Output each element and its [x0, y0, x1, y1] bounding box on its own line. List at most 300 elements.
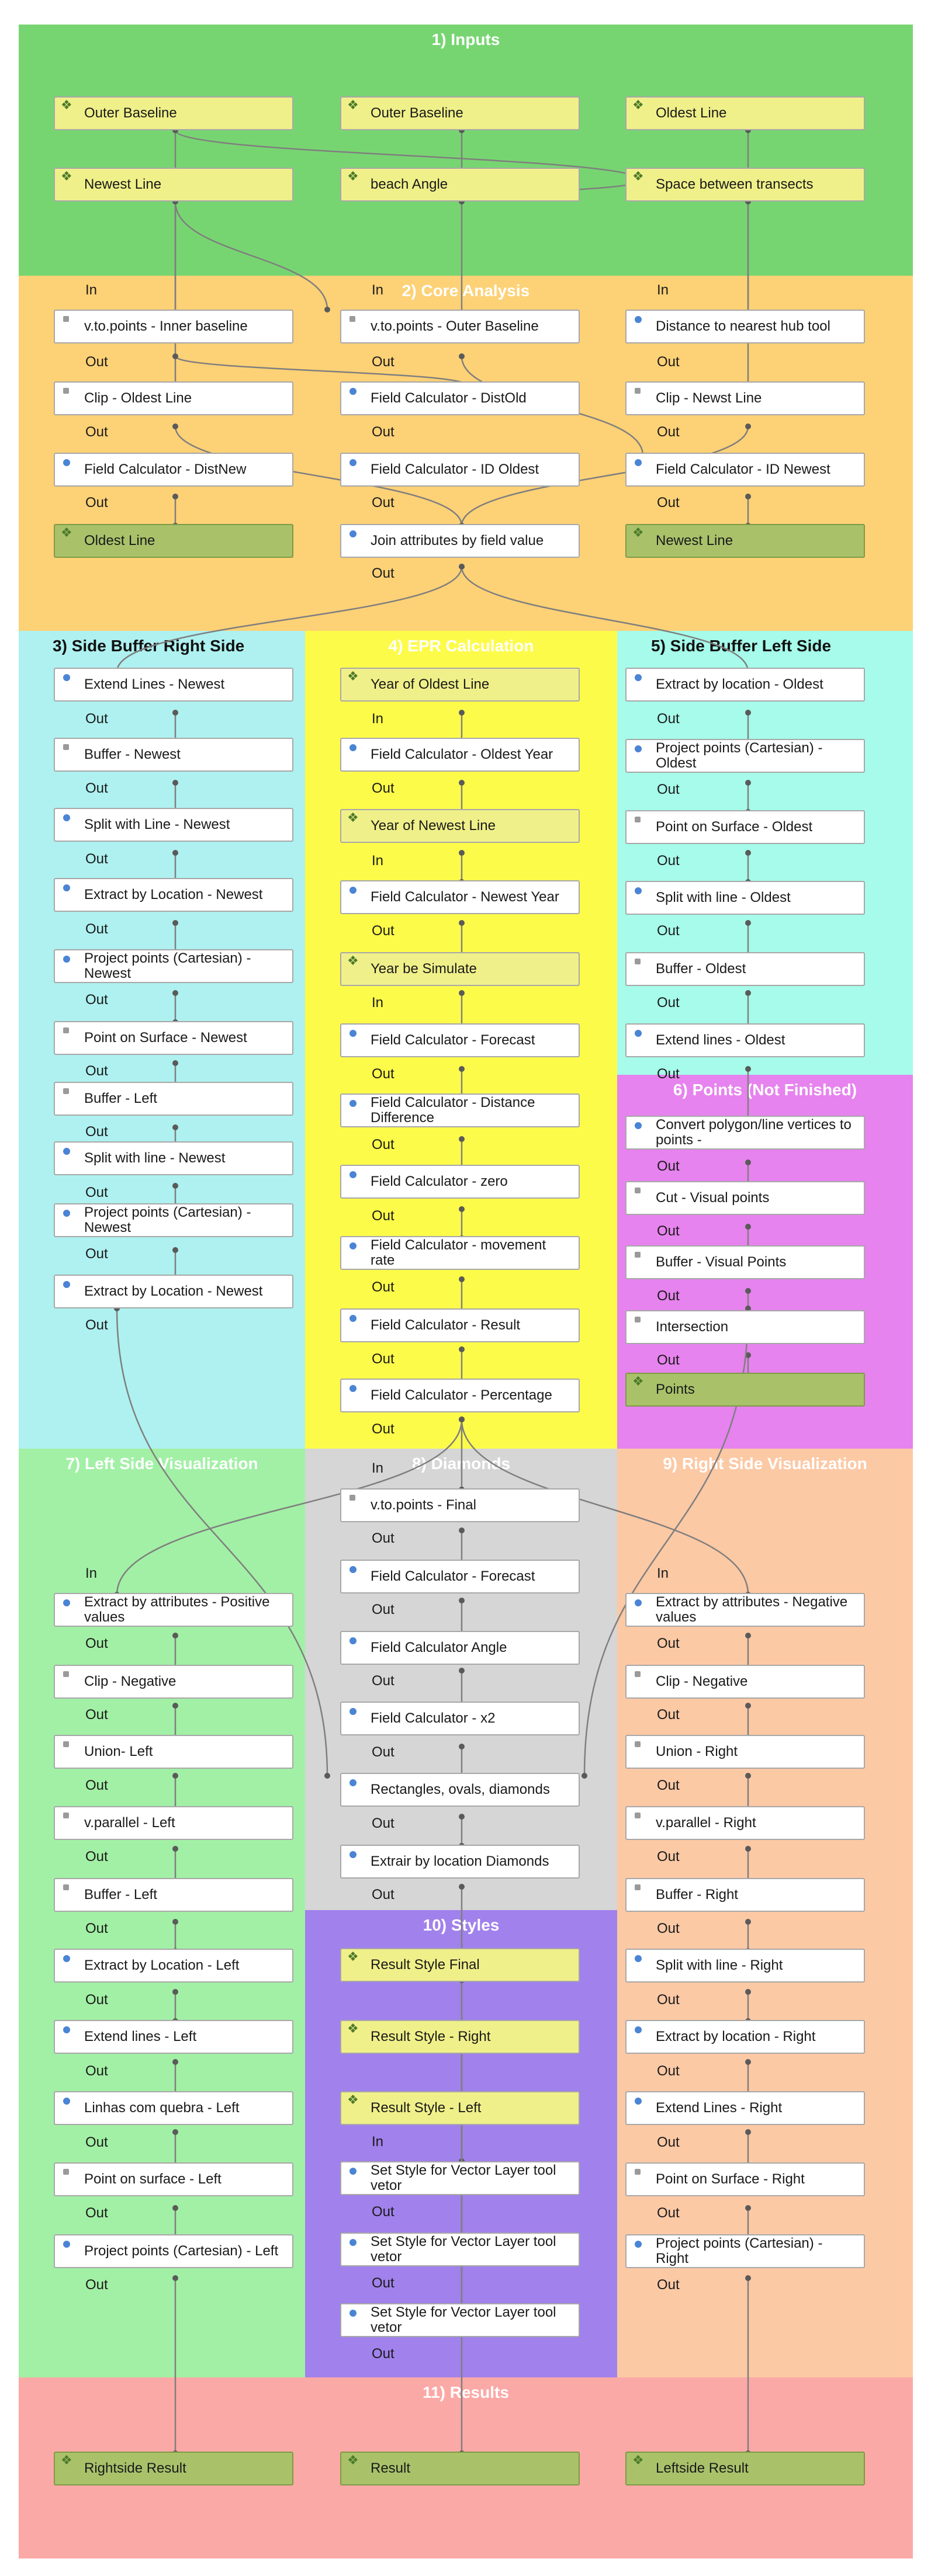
group-title: 11) Results	[423, 2383, 509, 2401]
alg-node[interactable]	[340, 1379, 580, 1412]
alg-node[interactable]	[625, 1023, 865, 1057]
algorithm-icon	[63, 316, 69, 322]
node-label: Extend Lines - Right	[656, 2100, 783, 2116]
node-label: Rightside Result	[84, 2460, 186, 2476]
alg-node[interactable]	[340, 524, 580, 558]
algorithm-icon	[635, 1030, 642, 1037]
port-label: Out	[85, 424, 108, 440]
node-label: Distance to nearest hub tool	[656, 318, 830, 334]
connection-dot	[172, 1633, 178, 1638]
algorithm-icon	[63, 884, 70, 891]
port-label: Out	[372, 1673, 394, 1689]
group-title: 4) EPR Calculation	[388, 637, 534, 655]
connection-dot	[172, 1060, 178, 1066]
alg-node[interactable]	[340, 1236, 580, 1270]
alg-node[interactable]	[54, 2020, 293, 2054]
parameter-icon: ❖	[347, 169, 359, 183]
node-label: Join attributes by field value	[371, 533, 544, 548]
algorithm-icon	[63, 956, 70, 963]
connection-dot	[459, 1884, 465, 1890]
port-label: Out	[372, 354, 394, 370]
port-label: Out	[372, 1530, 394, 1546]
node-label: Buffer - Left	[84, 1091, 157, 1106]
alg-node[interactable]	[340, 453, 580, 487]
port-label: Out	[372, 1208, 394, 1224]
algorithm-icon	[635, 887, 642, 894]
parameter-icon: ❖	[61, 169, 72, 183]
port-label: In	[372, 711, 384, 727]
algorithm-icon	[349, 1495, 355, 1501]
algorithm-icon	[635, 1671, 641, 1677]
port-label: Out	[85, 2277, 108, 2293]
connection-dot	[745, 2059, 751, 2065]
input-node[interactable]	[54, 168, 293, 202]
algorithm-icon	[635, 959, 641, 964]
port-label: Out	[657, 1921, 680, 1936]
node-label: Oldest Line	[84, 533, 155, 548]
input-node[interactable]	[340, 1948, 580, 1982]
port-label: Out	[85, 1246, 108, 1262]
port-label: Out	[657, 495, 680, 511]
port-label: Out	[657, 354, 680, 370]
port-label: Out	[657, 1777, 680, 1793]
connection-line	[175, 202, 327, 310]
connection-dot	[172, 710, 178, 716]
node-label: Set Style for Vector Layer tool vetor	[371, 2234, 556, 2265]
algorithm-icon	[635, 2241, 642, 2248]
node-label: Point on Surface - Oldest	[656, 819, 813, 835]
port-label: Out	[657, 1707, 680, 1723]
connection-dot	[459, 1668, 465, 1674]
port-label: Out	[85, 1124, 108, 1140]
connection-dot	[745, 920, 751, 926]
port-label: Out	[85, 1317, 108, 1333]
input-node[interactable]	[340, 668, 580, 702]
port-label: Out	[372, 1815, 394, 1831]
node-label: Split with line - Right	[656, 1957, 783, 1973]
port-label: Out	[657, 1992, 680, 2008]
alg-node[interactable]	[625, 668, 865, 702]
port-label: Out	[85, 1921, 108, 1936]
port-label: Out	[85, 1992, 108, 2008]
algorithm-icon	[63, 1741, 69, 1747]
node-label: Field Calculator - Forecast	[371, 1568, 535, 1584]
port-label: Out	[657, 923, 680, 939]
input-node[interactable]	[625, 168, 865, 202]
alg-node[interactable]	[54, 2234, 293, 2268]
alg-node[interactable]	[340, 1093, 580, 1127]
parameter-icon: ❖	[632, 98, 644, 112]
algorithm-icon	[349, 316, 355, 322]
alg-node[interactable]	[625, 1665, 865, 1699]
alg-node[interactable]	[340, 1845, 580, 1879]
port-label: Out	[372, 780, 394, 796]
alg-node[interactable]	[625, 2020, 865, 2054]
connection-dot	[459, 780, 465, 786]
algorithm-icon	[635, 459, 642, 466]
alg-node[interactable]	[54, 808, 293, 842]
connection-dot	[172, 2129, 178, 2135]
port-label: Out	[85, 1636, 108, 1651]
alg-node[interactable]	[340, 1560, 580, 1593]
port-label: Out	[657, 995, 680, 1011]
node-label: Field Calculator - ID Newest	[656, 461, 830, 477]
node-label: Space between transects	[656, 176, 814, 192]
node-label: v.to.points - Final	[371, 1497, 476, 1513]
alg-node[interactable]	[54, 668, 293, 702]
port-label: In	[372, 1460, 384, 1476]
algorithm-icon	[635, 674, 642, 681]
port-label: Out	[657, 2205, 680, 2221]
node-label: Extend Lines - Newest	[84, 676, 225, 692]
connection-dot	[459, 1136, 465, 1142]
connection-dot	[459, 850, 465, 856]
node-label: Newest Line	[84, 176, 162, 192]
alg-node[interactable]	[54, 453, 293, 487]
port-label: In	[85, 1565, 98, 1581]
node-label: Split with line - Oldest	[656, 890, 791, 905]
alg-node[interactable]	[340, 381, 580, 415]
connection-dot	[745, 850, 751, 856]
alg-node[interactable]	[54, 310, 293, 343]
alg-node[interactable]	[625, 310, 865, 343]
alg-node[interactable]	[54, 1735, 293, 1769]
connection-dot	[459, 990, 465, 996]
algorithm-icon	[635, 1599, 642, 1606]
connection-dot	[172, 2205, 178, 2211]
alg-node[interactable]	[54, 1275, 293, 1308]
alg-node[interactable]	[340, 1773, 580, 1807]
node-label: Result Style - Right	[371, 2029, 491, 2044]
alg-node[interactable]	[340, 2161, 580, 2195]
algorithm-icon	[635, 1252, 641, 1258]
alg-node[interactable]	[625, 1181, 865, 1215]
node-label: Field Calculator - x2	[371, 1710, 496, 1726]
alg-node[interactable]	[340, 2233, 580, 2266]
port-label: Out	[657, 1066, 680, 1082]
port-label: Out	[372, 1279, 394, 1295]
alg-node[interactable]	[625, 1735, 865, 1769]
port-label: In	[372, 853, 384, 869]
input-node[interactable]	[340, 952, 580, 986]
algorithm-icon	[635, 1188, 641, 1193]
connection-dot	[745, 1773, 751, 1779]
algorithm-icon	[63, 1148, 70, 1155]
connection-dot	[172, 990, 178, 996]
algorithm-icon	[635, 388, 641, 394]
port-label: Out	[372, 1066, 394, 1082]
output-node[interactable]	[54, 2452, 293, 2485]
port-label: Out	[85, 921, 108, 937]
node-label: Points	[656, 1381, 695, 1397]
port-label: Out	[657, 2063, 680, 2079]
parameter-icon: ❖	[61, 2453, 72, 2467]
alg-node[interactable]	[54, 1082, 293, 1116]
alg-node[interactable]	[625, 952, 865, 986]
parameter-icon: ❖	[347, 810, 359, 825]
alg-node[interactable]	[340, 1308, 580, 1342]
alg-node[interactable]	[340, 2303, 580, 2337]
algorithm-icon	[349, 1100, 357, 1107]
group-title: 5) Side Buffer Left Side	[651, 637, 832, 655]
node-label: Point on surface - Left	[84, 2171, 221, 2187]
connection-dot	[745, 2275, 751, 2281]
algorithm-icon	[63, 1671, 69, 1677]
node-label: Convert polygon/line vertices to points -	[656, 1117, 852, 1148]
output-node[interactable]	[625, 524, 865, 558]
node-label: Result Style - Left	[371, 2100, 482, 2116]
algorithm-icon	[635, 1741, 641, 1747]
connection-dot	[172, 1183, 178, 1189]
alg-node[interactable]	[340, 1631, 580, 1665]
connection-dot	[745, 780, 751, 786]
port-label: Out	[372, 1887, 394, 1903]
connection-dot	[745, 1633, 751, 1638]
alg-node[interactable]	[625, 881, 865, 915]
input-node[interactable]	[340, 96, 580, 130]
input-node[interactable]	[625, 96, 865, 130]
node-label: Project points (Cartesian) - Newest	[84, 950, 251, 981]
algorithm-icon	[349, 388, 357, 395]
algorithm-icon	[349, 530, 357, 537]
port-label: Out	[372, 424, 394, 440]
node-label: Set Style for Vector Layer tool vetor	[371, 2162, 556, 2193]
connection-dot	[172, 423, 178, 429]
node-label: Result	[371, 2460, 411, 2476]
alg-node[interactable]	[54, 738, 293, 772]
algorithm-icon	[63, 1813, 69, 1818]
alg-node[interactable]	[54, 1593, 293, 1627]
alg-node[interactable]	[625, 453, 865, 487]
node-label: Year of Oldest Line	[371, 676, 490, 692]
algorithm-icon	[349, 2168, 357, 2175]
group-title: 3) Side Buffer Right Side	[53, 637, 245, 655]
algorithm-icon	[349, 1385, 357, 1392]
alg-node[interactable]	[625, 2234, 865, 2268]
alg-node[interactable]	[625, 1878, 865, 1912]
node-label: Leftside Result	[656, 2460, 749, 2476]
alg-node[interactable]	[54, 949, 293, 983]
parameter-icon: ❖	[347, 669, 359, 683]
input-node[interactable]	[340, 809, 580, 843]
parameter-icon: ❖	[632, 525, 644, 540]
alg-node[interactable]	[625, 1806, 865, 1840]
input-node[interactable]	[340, 2020, 580, 2054]
connection-dot	[459, 1276, 465, 1282]
connection-dot	[172, 494, 178, 499]
node-label: Project points (Cartesian) - Oldest	[656, 740, 823, 771]
connection-dot	[172, 850, 178, 856]
alg-node[interactable]	[340, 880, 580, 914]
algorithm-icon	[63, 2241, 70, 2248]
alg-node[interactable]	[625, 1949, 865, 1983]
alg-node[interactable]	[625, 810, 865, 844]
alg-node[interactable]	[54, 1141, 293, 1175]
connection-dot	[172, 1989, 178, 1995]
alg-node[interactable]	[340, 1165, 580, 1199]
node-label: Buffer - Oldest	[656, 961, 746, 977]
node-label: Oldest Line	[656, 105, 727, 121]
connection-dot	[172, 2275, 178, 2281]
node-label: Clip - Negative	[84, 1674, 176, 1689]
algorithm-icon	[635, 1884, 641, 1890]
alg-node[interactable]	[625, 739, 865, 773]
group-title: 10) Styles	[423, 1916, 500, 1934]
connection-dot	[459, 1417, 465, 1422]
connection-dot	[324, 307, 330, 313]
connection-dot	[324, 1773, 330, 1779]
algorithm-icon	[349, 1030, 357, 1037]
group-title: 9) Right Side Visualization	[663, 1454, 867, 1473]
port-label: Out	[85, 2205, 108, 2221]
input-node[interactable]	[340, 168, 580, 202]
output-node[interactable]	[625, 2452, 865, 2485]
alg-node[interactable]	[54, 2162, 293, 2196]
connection-dot	[745, 1159, 751, 1165]
node-label: v.parallel - Left	[84, 1815, 175, 1831]
node-label: Union - Right	[656, 1744, 738, 1759]
alg-node[interactable]	[625, 2162, 865, 2196]
port-label: Out	[85, 711, 108, 727]
connection-dot	[172, 1846, 178, 1852]
parameter-icon: ❖	[347, 98, 359, 112]
alg-node[interactable]	[340, 1023, 580, 1057]
algorithm-icon	[63, 674, 70, 681]
output-node[interactable]	[340, 2452, 580, 2485]
alg-node[interactable]	[54, 1203, 293, 1237]
node-label: Newest Line	[656, 533, 733, 548]
node-label: Outer Baseline	[371, 105, 463, 121]
port-label: In	[657, 1565, 669, 1581]
node-label: Buffer - Newest	[84, 747, 181, 762]
algorithm-icon	[349, 1566, 357, 1573]
input-node[interactable]	[54, 96, 293, 130]
alg-node[interactable]	[54, 1878, 293, 1912]
node-label: Outer Baseline	[84, 105, 177, 121]
parameter-icon: ❖	[347, 2021, 359, 2036]
algorithm-icon	[63, 1281, 70, 1288]
port-label: Out	[657, 2134, 680, 2150]
parameter-icon: ❖	[632, 169, 644, 183]
node-label: Field Calculator - Oldest Year	[371, 747, 553, 762]
port-label: Out	[372, 2275, 394, 2291]
connection-dot	[582, 1773, 587, 1779]
algorithm-icon	[635, 316, 642, 323]
alg-node[interactable]	[54, 878, 293, 912]
node-label: Union- Left	[84, 1744, 153, 1759]
input-node[interactable]	[340, 2091, 580, 2125]
node-label: v.parallel - Right	[656, 1815, 756, 1831]
alg-node[interactable]	[54, 1949, 293, 1983]
alg-node[interactable]	[625, 1593, 865, 1627]
connection-dot	[459, 1744, 465, 1749]
node-label: Year be Simulate	[371, 961, 477, 977]
connection-dot	[745, 710, 751, 716]
algorithm-icon	[635, 1955, 642, 1962]
port-label: In	[85, 282, 98, 298]
port-label: Out	[657, 711, 680, 727]
node-label: Linhas com quebra - Left	[84, 2100, 240, 2116]
node-label: Buffer - Visual Points	[656, 1254, 787, 1270]
port-label: Out	[372, 1744, 394, 1760]
alg-node[interactable]	[54, 1665, 293, 1699]
port-label: Out	[372, 1602, 394, 1617]
port-label: Out	[372, 2346, 394, 2362]
node-label: Clip - Newst Line	[656, 390, 762, 406]
algorithm-icon	[63, 1955, 70, 1962]
alg-node[interactable]	[625, 2091, 865, 2125]
alg-node[interactable]	[340, 1702, 580, 1735]
port-label: Out	[372, 923, 394, 939]
connection-dot	[172, 1773, 178, 1779]
node-label: Split with Line - Newest	[84, 817, 230, 832]
port-label: Out	[372, 1351, 394, 1367]
alg-node[interactable]	[625, 381, 865, 415]
connection-dot	[459, 710, 465, 716]
algorithm-icon	[635, 1317, 641, 1322]
algorithm-icon	[63, 459, 70, 466]
alg-node[interactable]	[54, 1806, 293, 1840]
algorithm-icon	[63, 1884, 69, 1890]
node-label: Year of Newest Line	[371, 818, 496, 834]
algorithm-icon	[349, 887, 357, 894]
connection-dot	[745, 494, 751, 499]
algorithm-icon	[349, 2310, 357, 2317]
algorithm-icon	[635, 2026, 642, 2033]
alg-node[interactable]	[625, 1245, 865, 1279]
port-label: Out	[657, 853, 680, 869]
algorithm-icon	[349, 1779, 357, 1786]
node-label: Field Calculator - DistOld	[371, 390, 527, 406]
algorithm-icon	[349, 1637, 357, 1644]
node-label: Point on Surface - Newest	[84, 1030, 247, 1046]
port-label: In	[372, 2134, 384, 2150]
output-node[interactable]	[625, 1373, 865, 1407]
node-label: Extend lines - Left	[84, 2029, 197, 2044]
connection-dot	[745, 2205, 751, 2211]
alg-node[interactable]	[340, 1488, 580, 1522]
node-label: Extract by Location - Newest	[84, 887, 263, 902]
connection-line	[462, 567, 748, 672]
node-label: Extend lines - Oldest	[656, 1032, 785, 1048]
group-title: 2) Core Analysis	[402, 282, 530, 300]
alg-node[interactable]	[625, 1310, 865, 1344]
port-label: Out	[85, 1063, 108, 1079]
alg-node[interactable]	[54, 1021, 293, 1055]
connection-dot	[745, 990, 751, 996]
output-node[interactable]	[54, 524, 293, 558]
algorithm-icon	[63, 2026, 70, 2033]
algorithm-icon	[63, 814, 70, 821]
connection-dot	[745, 1846, 751, 1852]
alg-node[interactable]	[340, 310, 580, 343]
alg-node[interactable]	[625, 1116, 865, 1150]
parameter-icon: ❖	[632, 1374, 644, 1388]
port-label: Out	[85, 1707, 108, 1723]
alg-node[interactable]	[340, 738, 580, 772]
alg-node[interactable]	[54, 2091, 293, 2125]
node-label: Project points (Cartesian) - Newest	[84, 1204, 251, 1235]
parameter-icon: ❖	[61, 98, 72, 112]
algorithm-icon	[349, 1242, 357, 1249]
node-label: Field Calculator - ID Oldest	[371, 461, 539, 477]
port-label: Out	[85, 1185, 108, 1200]
node-label: Field Calculator - Forecast	[371, 1032, 535, 1048]
port-label: Out	[657, 424, 680, 440]
node-label: Buffer - Right	[656, 1887, 738, 1903]
alg-node[interactable]	[54, 381, 293, 415]
node-label: Field Calculator - Percentage	[371, 1387, 552, 1403]
